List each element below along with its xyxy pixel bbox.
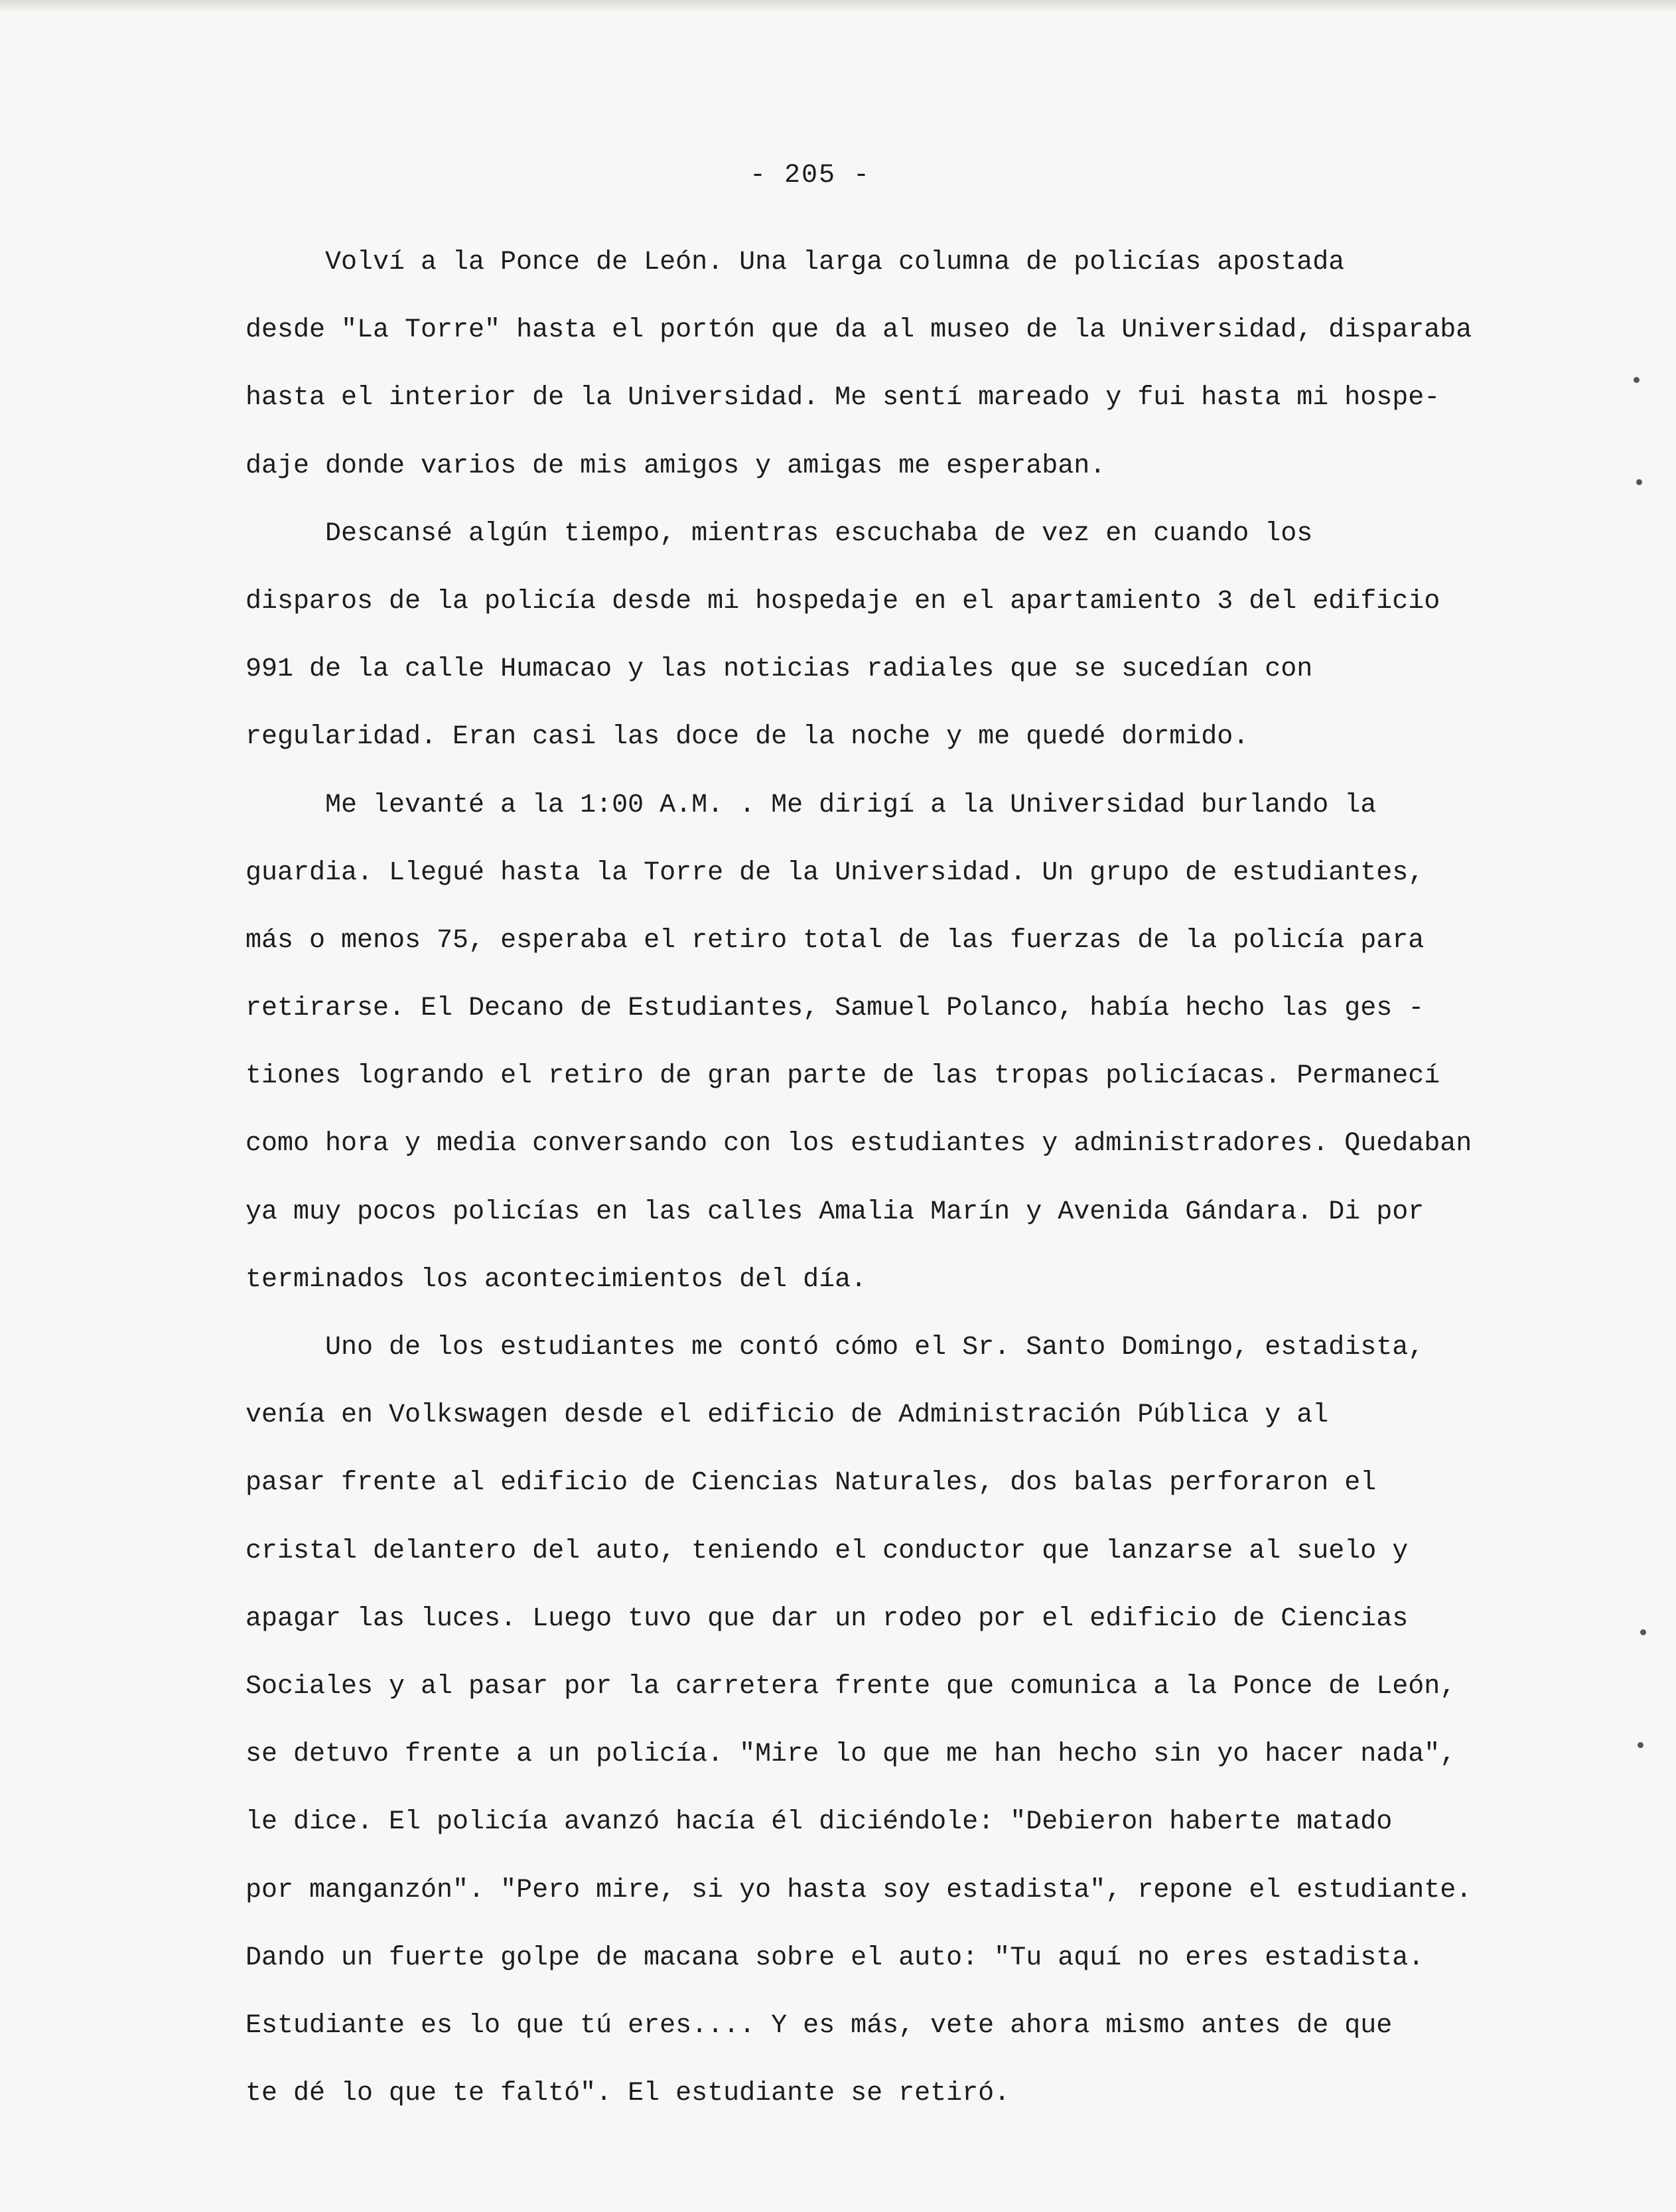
margin-speck bbox=[1634, 377, 1640, 383]
text-line: desde "La Torre" hasta el portón que da al museo de la Universidad, disparaba bbox=[245, 315, 1472, 346]
text-line: Dando un fuerte golpe de macana sobre el auto: "Tu aquí no eres estadista. bbox=[245, 1943, 1425, 1973]
text-line: guardia. Llegué hasta la Torre de la Universidad. Un grupo de estudiantes, bbox=[245, 857, 1425, 888]
text-line: ya muy pocos policías en las calles Amalia Marín y Avenida Gándara. Di por bbox=[245, 1197, 1425, 1227]
text-line: Uno de los estudiantes me contó cómo el Sr. Santo Domingo, estadista, bbox=[325, 1333, 1425, 1363]
text-line: Volví a la Ponce de León. Una larga columna de policías apostada bbox=[325, 248, 1345, 277]
text-line: retirarse. El Decano de Estudiantes, Samuel Polanco, había hecho las ges - bbox=[245, 994, 1425, 1024]
text-line: tiones logrando el retiro de gran parte de las tropas policíacas. Permanecí bbox=[245, 1061, 1440, 1092]
text-line: Descansé algún tiempo, mientras escuchaba de vez en cuando los bbox=[325, 518, 1313, 549]
text-line: apagar las luces. Luego tuvo que dar un rodeo por el edificio de Ciencias bbox=[245, 1603, 1409, 1634]
text-line: cristal delantero del auto, teniendo el conductor que lanzarse al suelo y bbox=[245, 1536, 1409, 1566]
text-line: 991 de la calle Humacao y las noticias radiales que se sucedían con bbox=[245, 654, 1313, 685]
text-line: más o menos 75, esperaba el retiro total de las fuerzas de la policía para bbox=[245, 925, 1425, 956]
text-line: se detuvo frente a un policía. "Mire lo que me han hecho sin yo hacer nada", bbox=[245, 1739, 1456, 1770]
margin-speck bbox=[1638, 1742, 1643, 1748]
text-line: por manganzón". "Pero mire, si yo hasta soy estadista", repone el estudiante. bbox=[245, 1875, 1472, 1905]
page-number: - 205 - bbox=[750, 161, 871, 190]
body-text bbox=[245, 229, 1546, 2128]
text-line: Estudiante es lo que tú eres.... Y es más, vete ahora mismo antes de que bbox=[245, 2010, 1393, 2041]
text-line: regularidad. Eran casi las doce de la noche y me quedé dormido. bbox=[245, 722, 1249, 753]
text-line: terminados los acontecimientos del día. bbox=[245, 1264, 867, 1295]
text-line: pasar frente al edificio de Ciencias Naturales, dos balas perforaron el bbox=[245, 1468, 1377, 1499]
text-line: como hora y media conversando con los estudiantes y administradores. Quedaban bbox=[245, 1129, 1472, 1159]
text-line: Me levanté a la 1:00 A.M. . Me dirigí a la Universidad burlando la bbox=[325, 790, 1377, 820]
margin-speck bbox=[1640, 1629, 1646, 1635]
scan-top-edge bbox=[0, 0, 1676, 12]
text-line: hasta el interior de la Universidad. Me sentí mareado y fui hasta mi hospe- bbox=[245, 383, 1440, 413]
text-line: disparos de la policía desde mi hospedaje en el apartamiento 3 del edificio bbox=[245, 586, 1440, 617]
text-line: Sociales y al pasar por la carretera frente que comunica a la Ponce de León, bbox=[245, 1671, 1456, 1702]
margin-speck bbox=[1636, 479, 1642, 485]
text-line: te dé lo que te faltó". El estudiante se retiró. bbox=[245, 2079, 1011, 2109]
text-line: venía en Volkswagen desde el edificio de Administración Pública y al bbox=[245, 1400, 1329, 1431]
text-line: daje donde varios de mis amigos y amigas me esperaban. bbox=[245, 451, 1106, 481]
text-line: le dice. El policía avanzó hacía él diciéndole: "Debieron haberte matado bbox=[245, 1807, 1393, 1838]
